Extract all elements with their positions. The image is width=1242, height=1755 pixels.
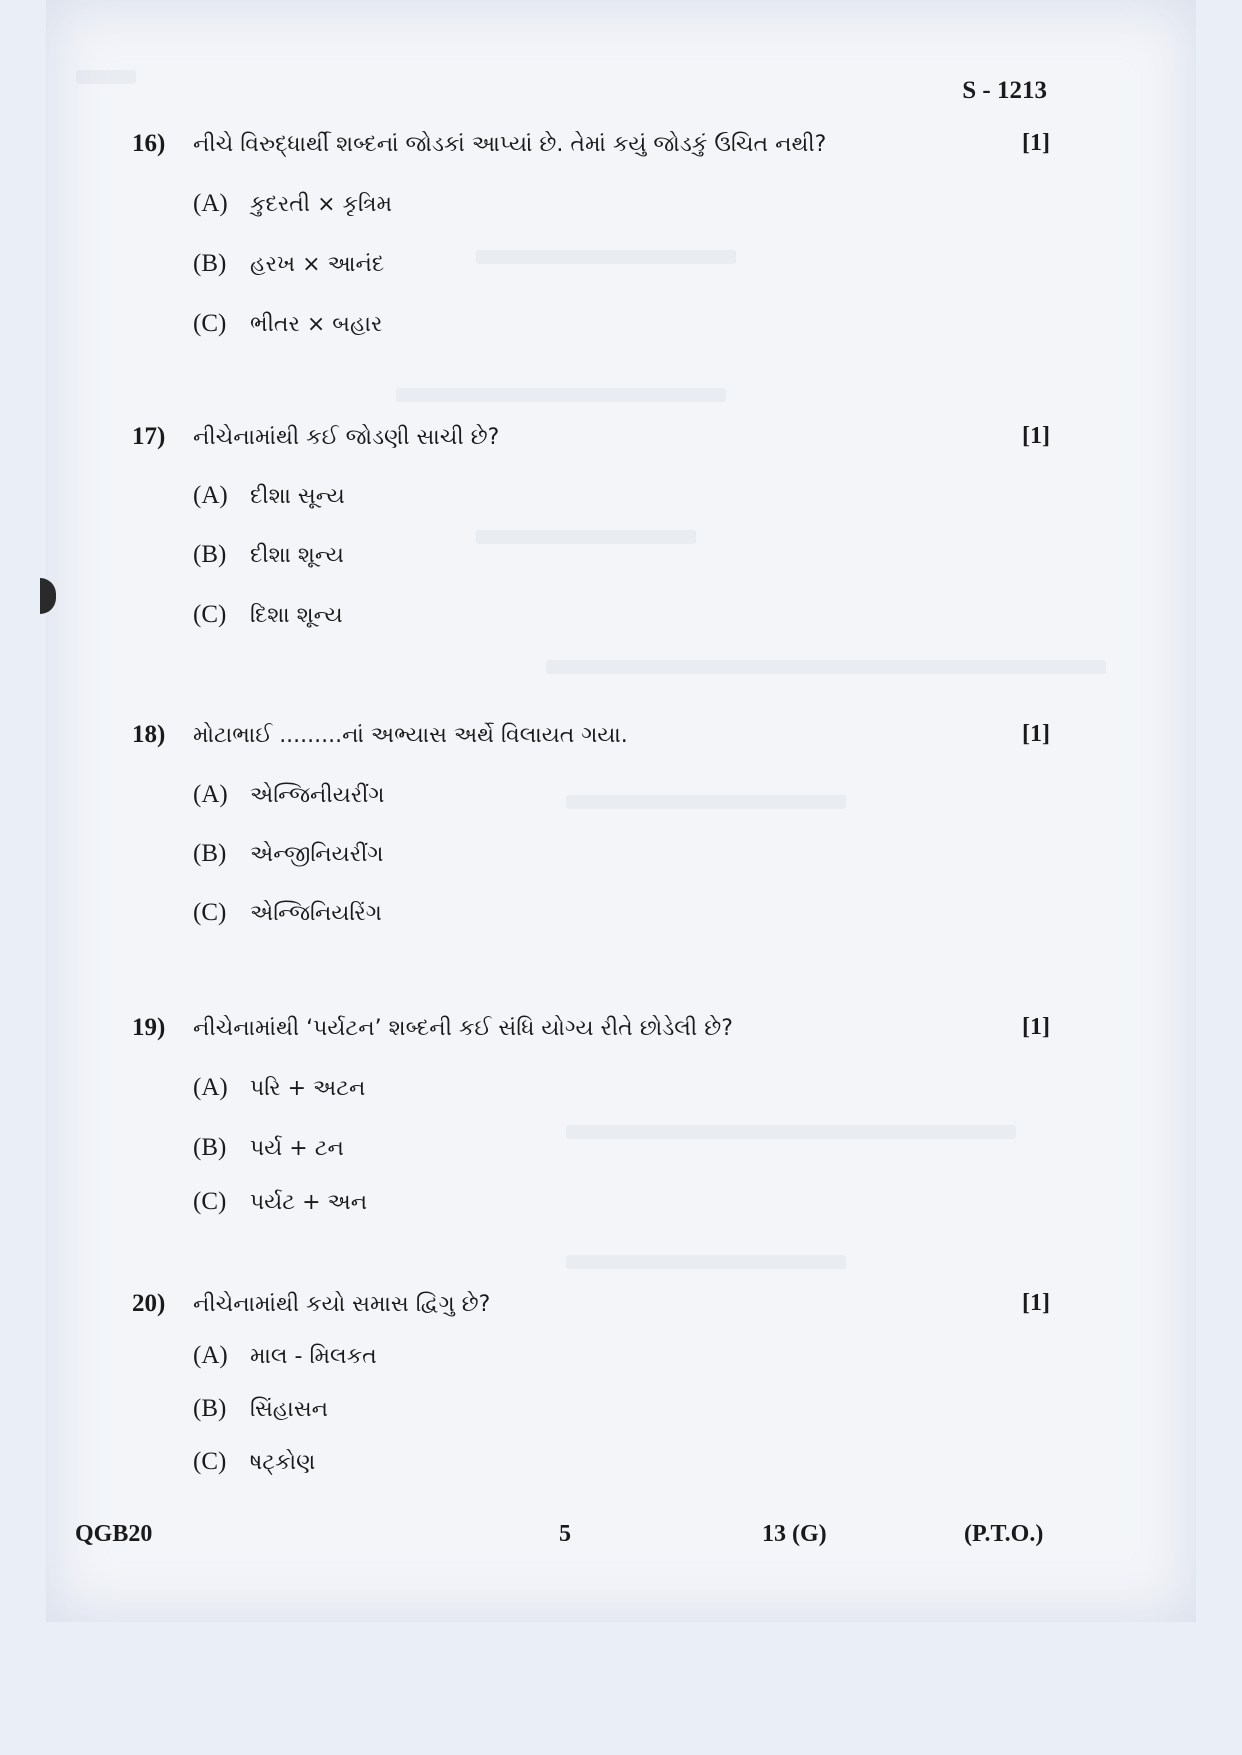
exam-page (46, 0, 1196, 1622)
option-letter: (A) (193, 1342, 228, 1369)
bleed-through-mark (476, 250, 736, 264)
option-text: ભીતર × બહાર (250, 312, 383, 337)
page-number: 5 (559, 1521, 571, 1547)
question-text: નીચેનામાંથી કઈ જોડણી સાચી છે? (193, 425, 500, 450)
option-letter: (B) (193, 1395, 227, 1422)
paper-code: S - 1213 (962, 77, 1047, 104)
option-letter: (C) (193, 899, 227, 926)
question-marks: [1] (1022, 721, 1050, 747)
bleed-through-mark (476, 530, 696, 544)
option-letter: (A) (193, 1074, 228, 1101)
question-marks: [1] (1022, 1290, 1050, 1316)
question-number: 20) (132, 1290, 166, 1317)
option-letter: (C) (193, 310, 227, 337)
bleed-through-mark (396, 388, 726, 402)
bleed-through-mark (76, 70, 136, 84)
bleed-through-mark (566, 795, 846, 809)
question-text: નીચે વિરુદ્ધાર્થી શબ્દનાં જોડકાં આપ્યાં છે. તેમાં કયું જોડકું ઉચિત નથી? (193, 132, 827, 157)
question-text: મોટાભાઈ .........નાં અભ્યાસ અર્થે વિલાયત ગયા. (193, 723, 628, 748)
option-text: કુદરતી × કૃત્રિમ (250, 192, 393, 217)
option-text: માલ - મિલકત (250, 1344, 377, 1369)
question-marks: [1] (1022, 1014, 1050, 1040)
option-letter: (A) (193, 190, 228, 217)
option-text: પર્ય + ટન (250, 1136, 344, 1161)
option-text: દીશા શૂન્ય (250, 543, 344, 568)
option-letter: (C) (193, 601, 227, 628)
option-text: સિંહાસન (250, 1397, 329, 1422)
question-number: 18) (132, 721, 166, 748)
question-text: નીચેનામાંથી કયો સમાસ દ્વિગુ છે? (193, 1292, 491, 1317)
option-text: પર્યટ + અન (250, 1190, 368, 1215)
bleed-through-mark (566, 1255, 846, 1269)
option-letter: (B) (193, 250, 227, 277)
footer-center-code: 13 (G) (762, 1521, 827, 1547)
option-text: એન્જિનીયરીંગ (250, 783, 385, 808)
option-letter: (C) (193, 1188, 227, 1215)
option-text: એન્જિનિયરિંગ (250, 901, 382, 926)
question-number: 17) (132, 423, 166, 450)
question-marks: [1] (1022, 130, 1050, 156)
option-letter: (C) (193, 1448, 227, 1475)
option-text: દીશા સૂન્ય (250, 484, 345, 509)
question-number: 19) (132, 1014, 166, 1041)
option-letter: (A) (193, 781, 228, 808)
footer-code: QGB20 (75, 1521, 153, 1547)
option-letter: (A) (193, 482, 228, 509)
question-marks: [1] (1022, 423, 1050, 449)
option-text: દિશા શૂન્ય (250, 603, 343, 628)
option-letter: (B) (193, 541, 227, 568)
bleed-through-mark (566, 1125, 1016, 1139)
option-text: ષટ્કોણ (250, 1450, 316, 1475)
option-letter: (B) (193, 840, 227, 867)
question-text: નીચેનામાંથી ‘પર્યટન’ શબ્દની કઈ સંધિ યોગ્ય રીતે છોડેલી છે? (193, 1016, 733, 1041)
option-text: હરખ × આનંદ (250, 252, 385, 277)
question-number: 16) (132, 130, 166, 157)
option-letter: (B) (193, 1134, 227, 1161)
option-text: પરિ + અટન (250, 1076, 366, 1101)
pto-label: (P.T.O.) (964, 1521, 1044, 1547)
bleed-through-mark (546, 660, 1106, 674)
option-text: એન્જીનિયરીંગ (250, 842, 384, 867)
